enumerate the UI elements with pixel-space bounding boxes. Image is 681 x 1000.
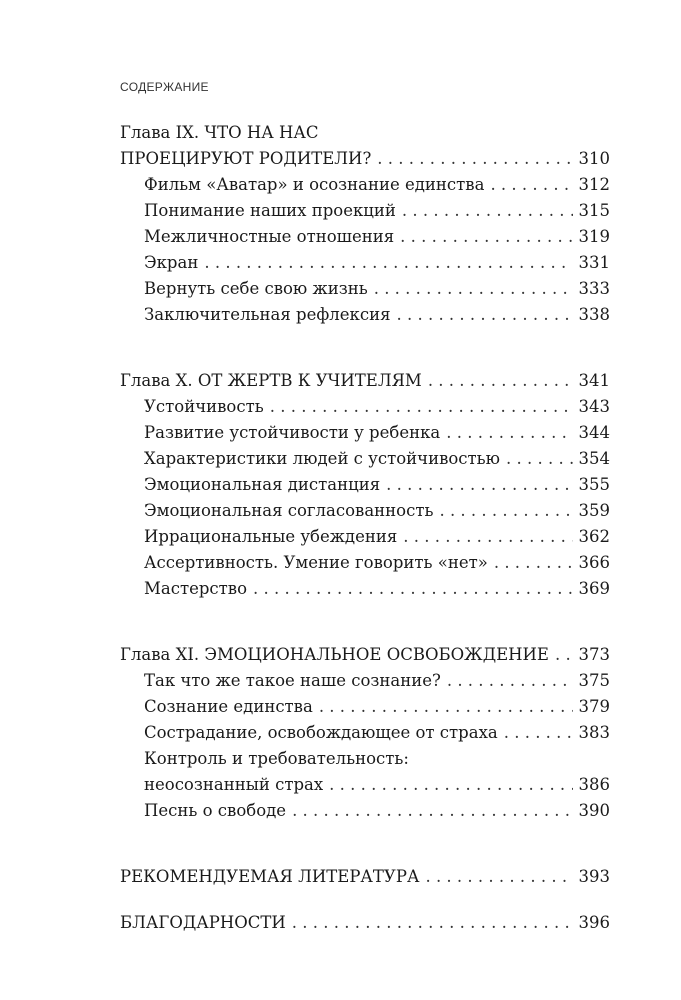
chapter-10 bbox=[120, 368, 610, 602]
entry-title: Развитие устойчивости у ребенка bbox=[144, 423, 441, 442]
leader-dots bbox=[396, 302, 572, 328]
entry-title: Так что же такое наше сознание? bbox=[144, 671, 441, 690]
entry-title: Мастерство bbox=[144, 579, 248, 598]
entry-title: Эмоциональная дистанция bbox=[144, 475, 381, 494]
chapter-title-line[interactable] bbox=[120, 368, 610, 394]
running-head: СОДЕРЖАНИЕ bbox=[120, 80, 209, 94]
page-number: 338 bbox=[578, 305, 610, 324]
entry-title: Характеристики людей с устойчивостью bbox=[144, 449, 501, 468]
toc-entry[interactable] bbox=[120, 668, 610, 694]
leader-dots bbox=[204, 250, 572, 276]
toc-entry[interactable] bbox=[120, 172, 610, 198]
page-number: 341 bbox=[578, 371, 610, 390]
entry-title: Понимание наших проекций bbox=[144, 201, 396, 220]
toc-entry-acknowledgements[interactable] bbox=[120, 910, 610, 936]
chapter-title: Глава XI. ЭМОЦИОНАЛЬНОЕ ОСВОБОЖДЕНИЕ bbox=[120, 645, 549, 664]
toc-entry[interactable] bbox=[120, 198, 610, 224]
chapter-title-line[interactable] bbox=[120, 642, 610, 668]
page-number: 362 bbox=[578, 527, 610, 546]
page-number: 344 bbox=[578, 423, 610, 442]
entry-title: Эмоциональная согласованность bbox=[144, 501, 434, 520]
leader-dots bbox=[386, 472, 572, 498]
leader-dots bbox=[270, 394, 573, 420]
page-number: 369 bbox=[578, 579, 610, 598]
page-number: 312 bbox=[578, 175, 610, 194]
toc-entry[interactable] bbox=[120, 302, 610, 328]
page-number: 310 bbox=[578, 149, 610, 168]
entry-title: РЕКОМЕНДУЕМАЯ ЛИТЕРАТУРА bbox=[120, 867, 420, 886]
leader-dots bbox=[555, 642, 573, 668]
entry-title: Иррациональные убеждения bbox=[144, 527, 398, 546]
page-number: 396 bbox=[578, 913, 610, 932]
toc-entry-recommended-literature[interactable] bbox=[120, 864, 610, 890]
entry-title: Устойчивость bbox=[144, 397, 264, 416]
page-number: 333 bbox=[578, 279, 610, 298]
entry-title: БЛАГОДАРНОСТИ bbox=[120, 913, 286, 932]
chapter-title-line[interactable] bbox=[120, 120, 610, 146]
page-number: 390 bbox=[578, 801, 610, 820]
page-number: 343 bbox=[578, 397, 610, 416]
entry-title: Контроль и требовательность: bbox=[144, 749, 409, 768]
leader-dots bbox=[494, 550, 573, 576]
page-number: 375 bbox=[578, 671, 610, 690]
toc-entry[interactable] bbox=[120, 550, 610, 576]
entry-title: Заключительная рефлексия bbox=[144, 305, 391, 324]
leader-dots bbox=[439, 498, 572, 524]
entry-title: Песнь о свободе bbox=[144, 801, 287, 820]
chapter-11 bbox=[120, 642, 610, 824]
leader-dots bbox=[319, 694, 573, 720]
page-number: 383 bbox=[578, 723, 610, 742]
leader-dots bbox=[446, 420, 572, 446]
table-of-contents bbox=[120, 120, 610, 936]
page-number: 319 bbox=[578, 227, 610, 246]
toc-entry[interactable] bbox=[120, 250, 610, 276]
leader-dots bbox=[329, 772, 572, 798]
entry-title: Сознание единства bbox=[144, 697, 313, 716]
chapter-title: Глава IX. ЧТО НА НАС bbox=[120, 123, 319, 142]
page-number: 386 bbox=[578, 775, 610, 794]
page-number: 354 bbox=[578, 449, 610, 468]
entry-title: Межличностные отношения bbox=[144, 227, 395, 246]
entry-title: Вернуть себе свою жизнь bbox=[144, 279, 368, 298]
toc-entry[interactable] bbox=[120, 472, 610, 498]
chapter-title-line[interactable] bbox=[120, 146, 610, 172]
toc-entry[interactable] bbox=[120, 420, 610, 446]
leader-dots bbox=[253, 576, 572, 602]
leader-dots bbox=[402, 198, 573, 224]
page-number: 373 bbox=[578, 645, 610, 664]
page-number: 359 bbox=[578, 501, 610, 520]
page-number: 366 bbox=[578, 553, 610, 572]
leader-dots bbox=[506, 446, 572, 472]
entry-title: Ассертивность. Умение говорить «нет» bbox=[144, 553, 488, 572]
toc-entry[interactable] bbox=[120, 276, 610, 302]
toc-entry[interactable] bbox=[120, 798, 610, 824]
page-number: 355 bbox=[578, 475, 610, 494]
page-number: 379 bbox=[578, 697, 610, 716]
leader-dots bbox=[403, 524, 572, 550]
leader-dots bbox=[490, 172, 572, 198]
entry-title: Сострадание, освобождающее от страха bbox=[144, 723, 498, 742]
toc-entry[interactable] bbox=[120, 498, 610, 524]
toc-entry[interactable] bbox=[120, 720, 610, 746]
toc-entry[interactable] bbox=[120, 694, 610, 720]
chapter-9 bbox=[120, 120, 610, 328]
toc-entry[interactable] bbox=[120, 524, 610, 550]
leader-dots bbox=[374, 276, 573, 302]
toc-entry[interactable] bbox=[120, 772, 610, 798]
chapter-title: Глава X. ОТ ЖЕРТВ К УЧИТЕЛЯМ bbox=[120, 371, 422, 390]
leader-dots bbox=[428, 368, 573, 394]
toc-entry[interactable] bbox=[120, 394, 610, 420]
leader-dots bbox=[377, 146, 572, 172]
entry-title: неосознанный страх bbox=[144, 775, 324, 794]
entry-title: Экран bbox=[144, 253, 199, 272]
leader-dots bbox=[292, 798, 572, 824]
toc-entry[interactable] bbox=[120, 746, 610, 772]
entry-title: Фильм «Аватар» и осознание единства bbox=[144, 175, 485, 194]
page-number: 315 bbox=[578, 201, 610, 220]
toc-entry[interactable] bbox=[120, 446, 610, 472]
leader-dots bbox=[447, 668, 573, 694]
leader-dots bbox=[400, 224, 572, 250]
toc-entry[interactable] bbox=[120, 576, 610, 602]
leader-dots bbox=[292, 910, 573, 936]
page-number: 331 bbox=[578, 253, 610, 272]
chapter-title: ПРОЕЦИРУЮТ РОДИТЕЛИ? bbox=[120, 149, 372, 168]
leader-dots bbox=[504, 720, 573, 746]
toc-entry[interactable] bbox=[120, 224, 610, 250]
page-number: 393 bbox=[578, 867, 610, 886]
leader-dots bbox=[425, 864, 572, 890]
